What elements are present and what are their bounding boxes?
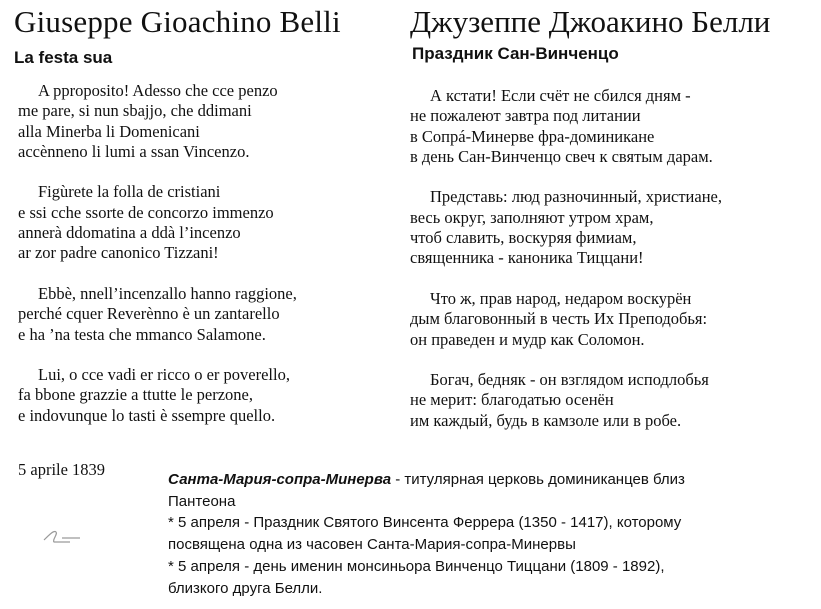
- verse-line: Ebbè, nnell’incenzallo hanno raggione,: [38, 283, 297, 303]
- verse-line: весь округ, заполняют утром храм,: [410, 207, 654, 227]
- author-name-italian: Giuseppe Gioachino Belli: [14, 4, 341, 39]
- verse-line: fa bbone grazzie a ttutte le perzone,: [18, 385, 253, 405]
- poem-russian: [410, 86, 722, 431]
- verse-line: Figùrete la folla de cristiani: [38, 182, 221, 202]
- stanza: [410, 86, 722, 167]
- verse-line: Что ж, прав народ, недаром воскурён: [430, 288, 692, 308]
- verse-line: в Сопрá-Минерве фра-доминикане: [410, 126, 655, 146]
- stanza: [410, 187, 722, 268]
- stanza: [18, 284, 297, 345]
- author-name-russian: Джузеппе Джоакино Белли: [410, 4, 771, 39]
- verse-line: accènneno li lumi a ssan Vincenzo.: [18, 141, 250, 161]
- footnote-line: Санта-Мария-сопра-Минерва - титулярная церковь доминиканцев близ: [168, 471, 685, 488]
- verse-line: Представь: люд разночинный, христиане,: [430, 187, 722, 207]
- verse-line: A pproposito! Adesso che cce penzo: [38, 81, 278, 100]
- poem-title-italian: La festa sua: [14, 48, 113, 67]
- footnote-line: близкого друга Белли.: [168, 579, 323, 597]
- verse-line: А кстати! Если счёт не сбился дням -: [430, 86, 691, 105]
- stanza: [410, 370, 722, 431]
- verse-line: ar zor padre canonico Tizzani!: [18, 243, 219, 263]
- footnote-line: Пантеона: [168, 492, 236, 510]
- verse-line: чтоб славить, воскуряя фимиам,: [410, 228, 637, 248]
- poem-italian: [18, 81, 297, 426]
- stanza: [18, 182, 297, 263]
- footnote-line: * 5 апреля - день именин монсиньора Винченцо Тиццани (1809 - 1892),: [168, 557, 665, 575]
- verse-line: annerà ddomatina a ddà l’incenzo: [18, 223, 241, 243]
- verse-line: им каждый, будь в камзоле или в робе.: [410, 410, 682, 430]
- footnote-term: Санта-Мария-сопра-Минерва: [168, 471, 392, 488]
- verse-line: e indovunque lo tasti è ssempre quello.: [18, 405, 276, 425]
- verse-line: не мерит: благодатью осенён: [410, 390, 614, 410]
- footnote-line: посвящена одна из часовен Санта-Мария-сопра-Минервы: [168, 536, 576, 554]
- verse-line: perché cquer Reverènno è un zantarello: [18, 304, 280, 324]
- verse-line: Lui, o cce vadi er ricco o er poverello,: [38, 365, 290, 385]
- footnotes: [168, 469, 808, 599]
- verse-line: alla Minerba li Domenicani: [18, 121, 200, 141]
- verse-line: дым благовонный в честь Их Преподобья:: [410, 309, 708, 329]
- stanza: [18, 365, 297, 426]
- verse-line: священника - каноника Тиццани!: [410, 248, 644, 268]
- signature-mark: [40, 524, 84, 553]
- verse-line: me pare, si nun sbajjo, che ddimani: [18, 101, 252, 121]
- verse-line: не пожалеют завтра под литании: [410, 106, 641, 126]
- verse-line: в день Сан-Винченцо свеч к святым дарам.: [410, 146, 713, 166]
- verse-line: e ha ’na testa che mmanco Salamone.: [18, 324, 266, 344]
- stanza: [410, 289, 722, 350]
- verse-line: e ssi cche ssorte de concorzo immenzo: [18, 202, 274, 222]
- verse-line: Богач, бедняк - он взглядом исподлобья: [430, 370, 709, 390]
- verse-line: он праведен и мудр как Соломон.: [410, 329, 645, 349]
- footnote-line: * 5 апреля - Праздник Святого Винсента Феррера (1350 - 1417), которому: [168, 514, 682, 532]
- poem-title-russian: Праздник Сан-Винченцо: [412, 44, 619, 63]
- stanza: [18, 81, 297, 162]
- poem-date: 5 aprile 1839: [18, 460, 106, 479]
